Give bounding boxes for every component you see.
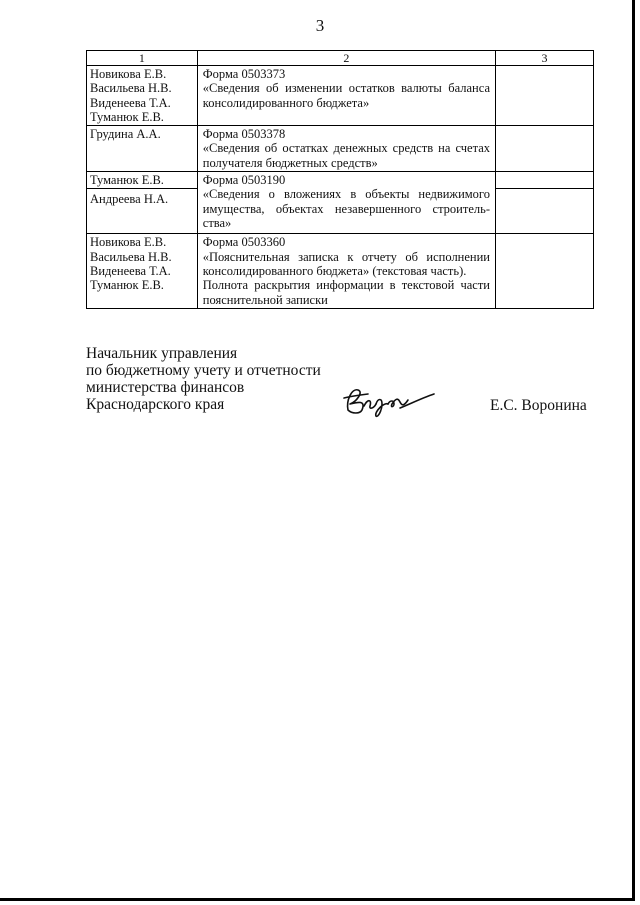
responsible-persons-cell	[87, 172, 198, 189]
person-name: Андреева Н.А.	[90, 192, 169, 207]
notes-cell	[496, 66, 594, 126]
form-number: Форма 0503378	[202, 127, 286, 142]
person-name: Новикова Е.В.	[90, 67, 167, 81]
form-number: Форма 0503373	[202, 67, 286, 81]
form-description: «Сведения об остатках денежных средств на счетах получателя бюджетных средств»	[202, 141, 490, 170]
position-line: министерства финансов	[86, 379, 245, 396]
form-number: Форма 0503360	[202, 235, 286, 250]
position-line: Краснодарского края	[86, 396, 225, 413]
form-description: «Пояснительная записка к отчету об исполнении консолидированного бюджета» (текстовая часть).	[202, 249, 490, 278]
responsible-persons-cell	[87, 189, 198, 234]
position-line: по бюджетному учету и отчетности	[86, 362, 321, 379]
person-name: Виденеева Т.А.	[90, 263, 171, 278]
form-number: Форма 0503190	[202, 173, 286, 188]
scan-border-right	[632, 0, 635, 900]
reporting-forms-table	[86, 50, 594, 309]
form-cell	[197, 66, 495, 126]
table-row	[87, 66, 594, 126]
table-row	[87, 234, 594, 308]
responsible-persons-cell	[87, 234, 198, 308]
person-name: Грудина А.А.	[90, 127, 161, 142]
form-description: Полнота раскрытия информации в текстовой части пояснительной записки	[202, 278, 490, 307]
person-name: Туманюк Е.В.	[90, 278, 164, 293]
signer-name: Е.С. Воронина	[490, 397, 587, 414]
form-description: «Сведения об изменении остатков валюты баланса консолидированного бюджета»	[202, 81, 490, 110]
responsible-persons-cell	[87, 66, 198, 126]
form-cell	[197, 234, 495, 308]
signatory-position	[86, 345, 321, 413]
table-row	[87, 126, 594, 172]
scan-border-bottom	[0, 898, 635, 901]
notes-cell	[496, 172, 594, 189]
handwritten-signature	[338, 380, 438, 420]
person-name: Новикова Е.В.	[90, 235, 167, 250]
table-row	[87, 172, 594, 189]
notes-cell	[496, 126, 594, 172]
form-cell	[197, 126, 495, 172]
person-name: Васильева Н.В.	[90, 249, 172, 264]
notes-cell	[496, 234, 594, 308]
table-header-row	[87, 51, 594, 66]
form-description: «Сведения о вложениях в объекты недвижимого имущества, объектах незавершенного строитель-ства»	[202, 187, 490, 230]
form-cell	[197, 172, 495, 234]
person-name: Васильева Н.В.	[90, 81, 172, 96]
column-header-2: 2	[197, 51, 495, 66]
person-name: Туманюк Е.В.	[90, 173, 164, 188]
person-name: Виденеева Т.А.	[90, 95, 171, 110]
column-header-3: 3	[496, 51, 594, 66]
person-name: Туманюк Е.В.	[90, 109, 164, 124]
page-number: 3	[315, 16, 325, 35]
position-line: Начальник управления	[86, 345, 238, 362]
column-header-1: 1	[87, 51, 198, 66]
notes-cell	[496, 189, 594, 234]
responsible-persons-cell	[87, 126, 198, 172]
